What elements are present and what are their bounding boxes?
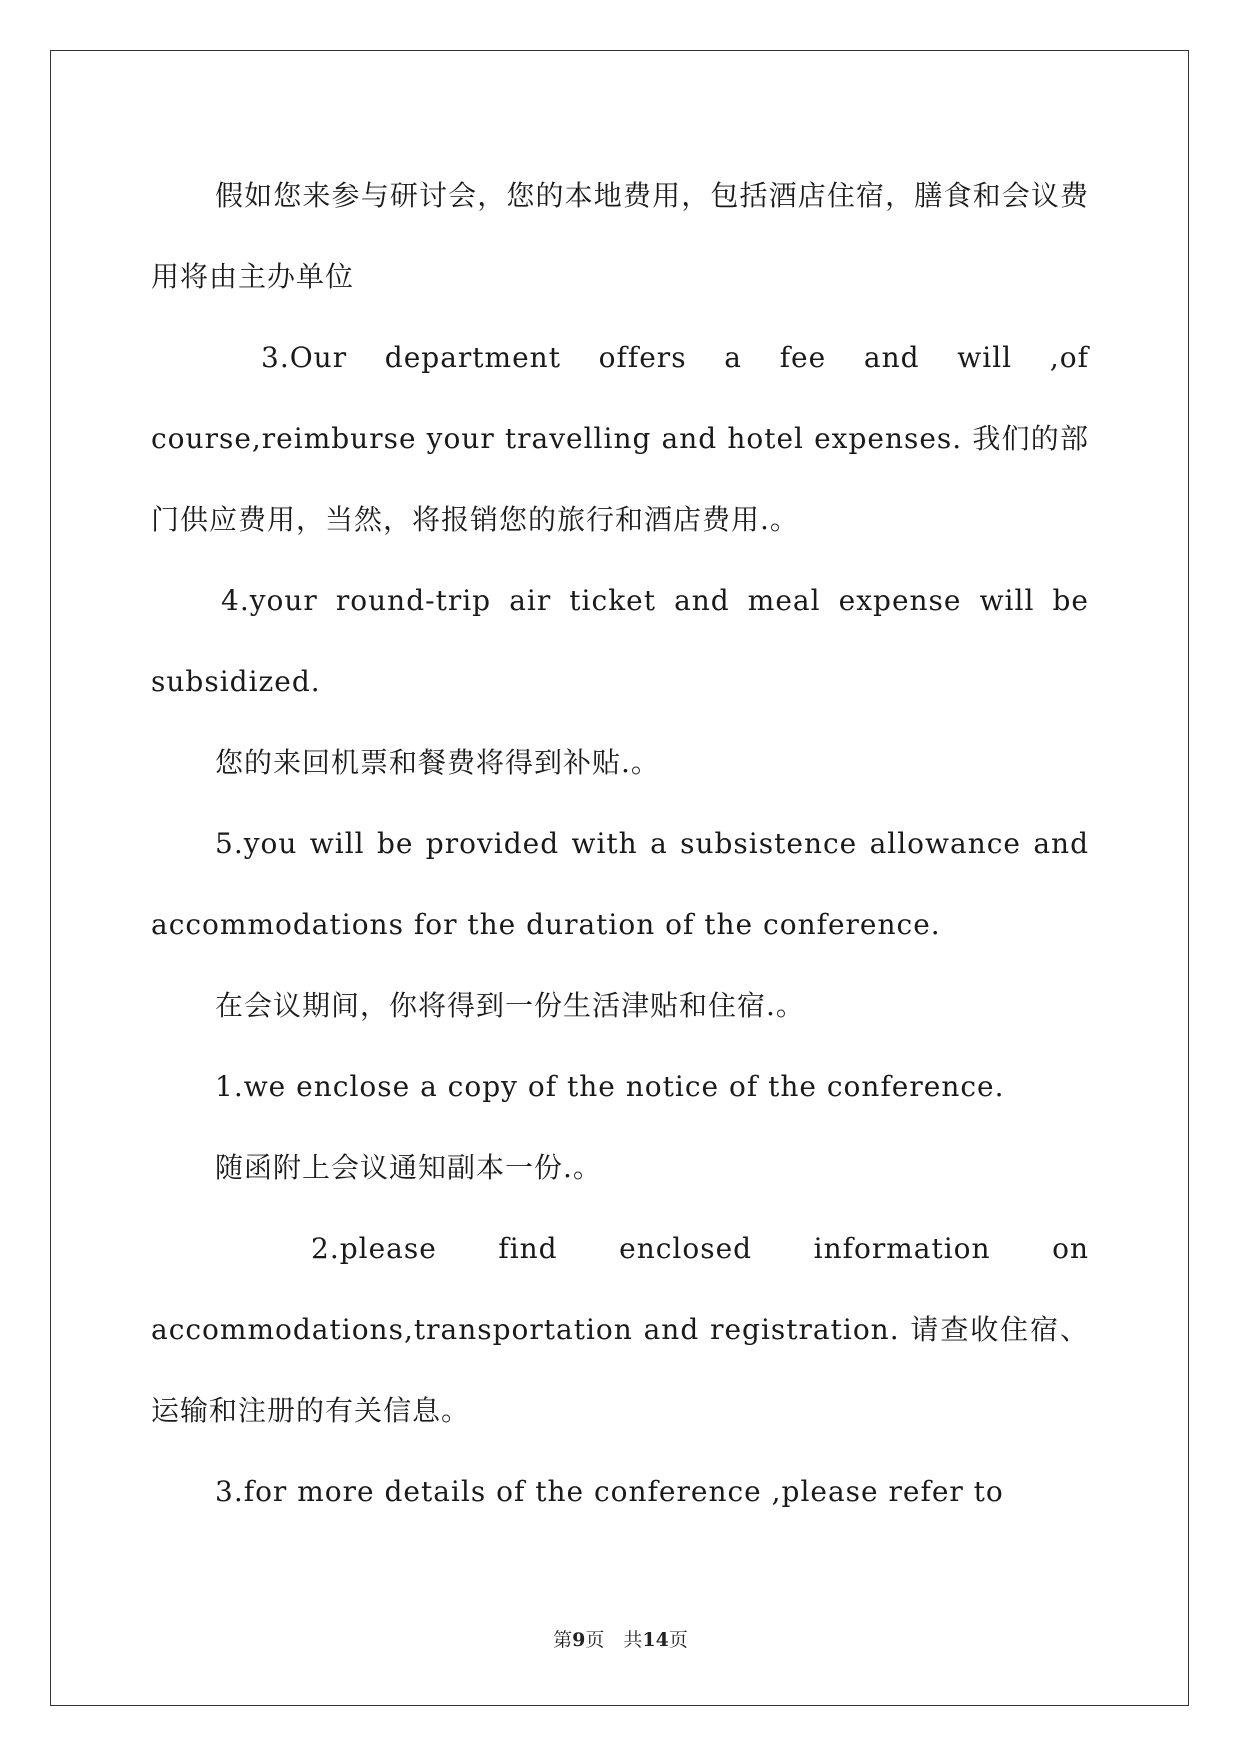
footer-mid: 页 共 [585, 1629, 643, 1651]
paragraph: 随函附上会议通知副本一份.。 [215, 1151, 602, 1184]
word: a [724, 341, 742, 374]
paragraph: 5.you will be provided with a subsistence allowance and accommodations for the duration of the conference. [151, 827, 1089, 941]
page-total: 14 [642, 1629, 669, 1651]
word: on [1052, 1232, 1089, 1265]
page-number: 9 [572, 1629, 586, 1651]
paragraph-line [151, 317, 1089, 398]
paragraph-line [151, 1208, 1089, 1289]
word: will [957, 341, 1013, 374]
word: 3.Our [261, 341, 348, 374]
paragraph: accommodations,transportation and registration. 请查收住宿、运输和注册的有关信息。 [151, 1313, 1089, 1427]
word: fee [779, 341, 827, 374]
paragraph: 您的来回机票和餐费将得到补贴.。 [215, 746, 660, 779]
word: find [498, 1232, 558, 1265]
footer-prefix: 第 [553, 1629, 573, 1651]
paragraph: 1.we enclose a copy of the notice of the conference. [215, 1070, 1005, 1103]
word: department [384, 341, 561, 374]
document-body [151, 155, 1089, 1532]
page-footer [0, 1625, 1241, 1652]
paragraph: 假如您来参与研讨会，您的本地费用，包括酒店住宿，膳食和会议费用将由主办单位 [151, 179, 1089, 293]
word: ,of [1049, 341, 1089, 374]
word: and [863, 341, 920, 374]
word: offers [598, 341, 687, 374]
footer-suffix: 页 [668, 1629, 688, 1651]
paragraph: course,reimburse your travelling and hotel expenses. 我们的部门供应费用，当然，将报销您的旅行和酒店费用.。 [151, 422, 1089, 536]
word: enclosed [619, 1232, 753, 1265]
word: information [813, 1232, 991, 1265]
paragraph: 4.your round-trip air ticket and meal expense will be subsidized. [151, 584, 1089, 698]
word: 2.please [311, 1232, 437, 1265]
paragraph: 在会议期间，你将得到一份生活津贴和住宿.。 [215, 989, 805, 1022]
paragraph: 3.for more details of the conference ,please refer to [215, 1475, 1004, 1508]
